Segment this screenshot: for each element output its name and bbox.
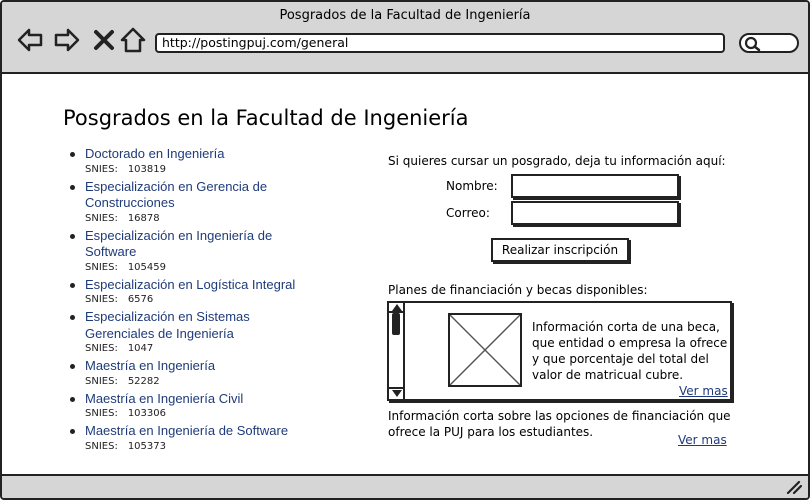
- snies-code: SNIES: 103306: [85, 408, 166, 419]
- program-link[interactable]: Maestría en Ingeniería: [85, 358, 216, 373]
- email-field[interactable]: [511, 201, 679, 225]
- program-link[interactable]: Maestría en Ingeniería de Software: [85, 423, 289, 438]
- stop-icon[interactable]: [90, 26, 118, 54]
- snies-code: SNIES: 16878: [85, 212, 160, 224]
- email-label: Correo:: [446, 206, 490, 220]
- scrollbar[interactable]: [389, 303, 405, 399]
- browser-toolbar: [2, 2, 808, 74]
- financing-info: Información corta sobre las opciones de financiación que ofrece la PUJ para los estudiantes.: [388, 409, 731, 439]
- list-item: [67, 146, 307, 176]
- list-item: [67, 179, 307, 225]
- page-title: Posgrados en la Facultad de Ingeniería: [63, 106, 469, 130]
- list-item: [67, 228, 307, 274]
- financing-title: Planes de financiación y becas disponibles:: [388, 283, 648, 297]
- image-placeholder-icon: [448, 313, 522, 387]
- search-icon: [743, 36, 761, 52]
- status-bar: [2, 474, 808, 498]
- form-intro: Si quieres cursar un posgrado, deja tu información aquí:: [388, 154, 726, 168]
- list-item: [67, 277, 307, 307]
- scroll-up-icon[interactable]: [392, 304, 402, 311]
- search-input[interactable]: [739, 33, 799, 53]
- snies-code: SNIES: 1047: [85, 343, 154, 354]
- program-link[interactable]: Maestría en Ingeniería Civil: [85, 390, 244, 406]
- snies-code: SNIES: 103819: [85, 163, 166, 175]
- name-field[interactable]: [511, 174, 679, 198]
- program-link[interactable]: Especialización en Gerencia de Construcciones: [85, 178, 268, 210]
- forward-arrow-icon[interactable]: [53, 26, 81, 54]
- program-link[interactable]: Doctorado en Ingeniería: [85, 146, 225, 161]
- financing-more-link[interactable]: Ver mas: [678, 433, 727, 447]
- snies-code: SNIES: 52282: [85, 375, 160, 387]
- page-content: [2, 76, 808, 472]
- list-item: [67, 358, 307, 388]
- address-bar[interactable]: http://postingpuj.com/general: [155, 33, 725, 53]
- scroll-down-icon[interactable]: [392, 390, 402, 397]
- program-link[interactable]: Especialización en Logística Integral: [85, 276, 296, 292]
- snies-code: SNIES: 6576: [85, 294, 154, 305]
- name-label: Nombre:: [446, 179, 498, 193]
- scholarship-panel: [387, 301, 732, 401]
- home-icon[interactable]: [119, 26, 147, 54]
- back-arrow-icon[interactable]: [16, 26, 44, 54]
- window-title: Posgrados de la Facultad de Ingeniería: [279, 8, 531, 23]
- submit-button[interactable]: Realizar inscripción: [491, 238, 629, 262]
- scroll-thumb[interactable]: [392, 313, 400, 335]
- scholarship-description: Información corta de una beca, que entidad o empresa la ofrece y que porcentaje del total del valor de matricual cubre.: [532, 320, 728, 382]
- snies-code: SNIES: 105459: [85, 261, 166, 273]
- list-item: [67, 391, 307, 421]
- program-link[interactable]: Especialización en Ingeniería de Software: [85, 227, 273, 259]
- list-item: [67, 309, 307, 355]
- scholarship-more-link[interactable]: Ver mas: [679, 384, 728, 398]
- list-item: [67, 423, 307, 451]
- program-list: [67, 146, 307, 451]
- snies-code: SNIES: 105373: [85, 440, 166, 451]
- resize-grip-icon[interactable]: [786, 480, 802, 494]
- program-link[interactable]: Especialización en Sistemas Gerenciales de Ingeniería: [85, 309, 250, 341]
